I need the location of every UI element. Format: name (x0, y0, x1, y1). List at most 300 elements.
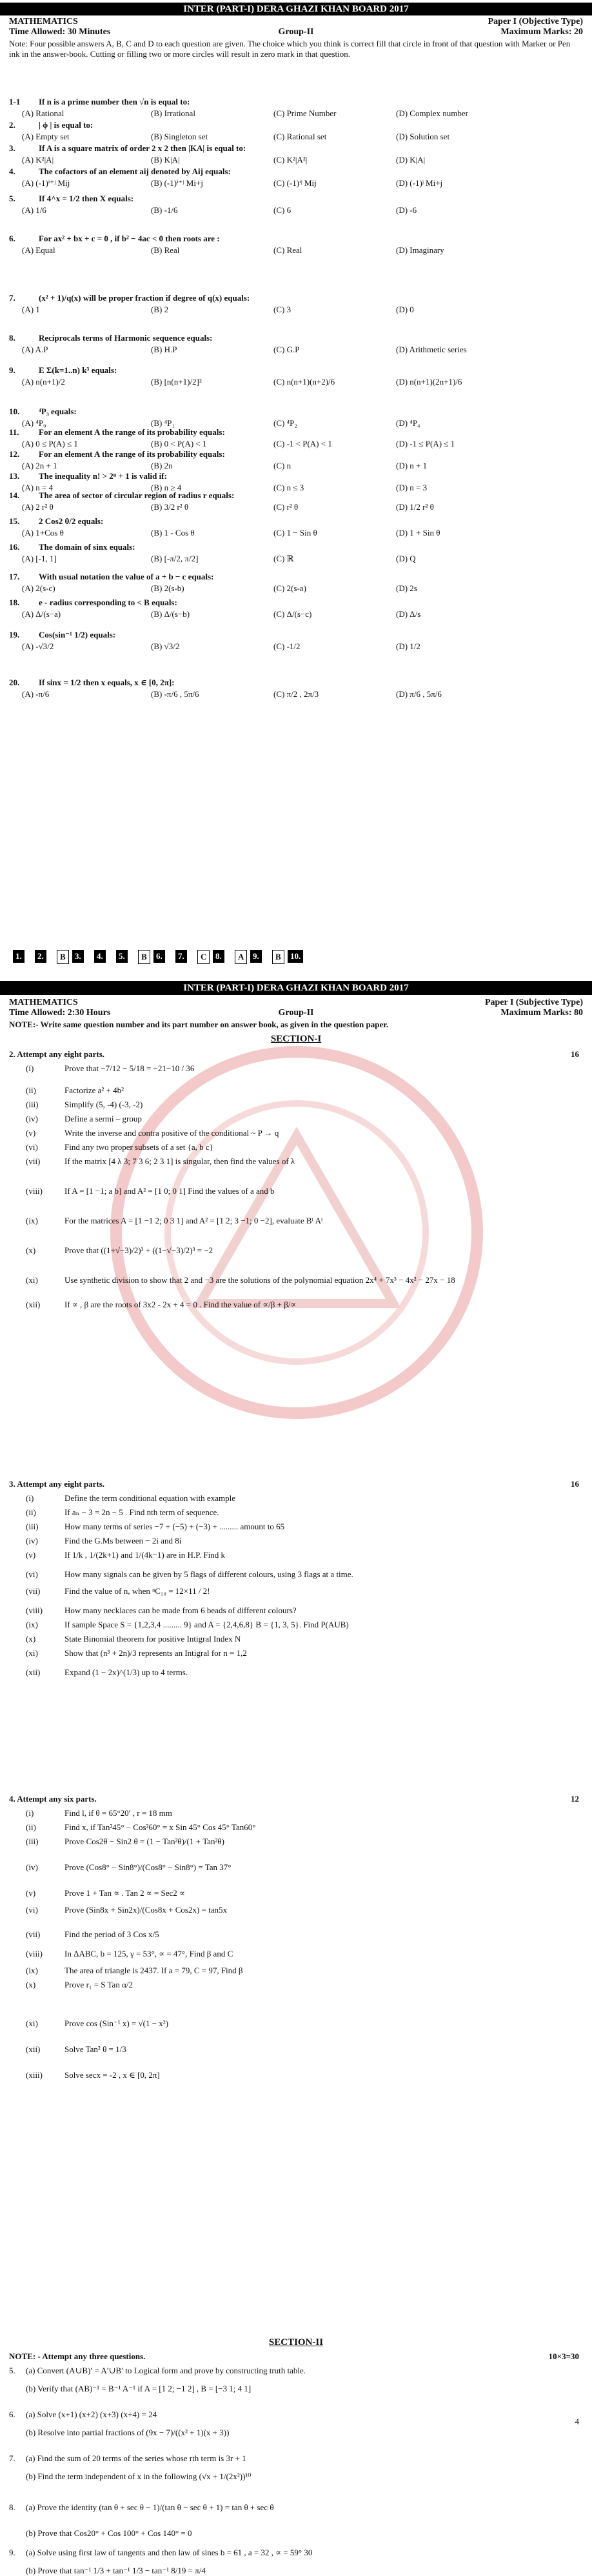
question-text: ⁴P₃ equals: (39, 407, 77, 416)
long-number: 5. (9, 2366, 15, 2375)
mcq-question (9, 572, 583, 582)
part-number: (viii) (26, 1949, 43, 1958)
part-text: Find x, if Tan²45° − Cos²60° = x Sin 45° Cos 45° Tan60° (64, 1822, 256, 1832)
option-b: (B) 2 (151, 305, 169, 314)
part-number: (xii) (26, 1300, 41, 1309)
option-d: (D) 2s (396, 583, 417, 593)
option-b: (B) [n(n+1)/2]² (151, 377, 202, 387)
q3-part (26, 1634, 574, 1644)
option-a: (A) 2 r² θ (22, 502, 54, 512)
part-number: (vi) (26, 1905, 38, 1915)
q3-part (26, 1586, 574, 1596)
mcq-question (9, 97, 583, 107)
option-b: (B) 3/2 r² θ (151, 502, 189, 512)
question-number: 20. (9, 678, 20, 687)
option-d: (D) ⁴P₄ (396, 418, 420, 428)
mcq-options (9, 155, 583, 165)
part-text: If aₙ − 3 = 2n − 5 . Find nth term of sequence. (64, 1507, 219, 1517)
question-number: 5. (9, 194, 15, 203)
q3-part (26, 1522, 574, 1532)
q4-part (26, 2044, 574, 2055)
objective-header-2 (9, 27, 583, 37)
part-text: Prove cos (Sin⁻¹ x) = √(1 − x²) (64, 2018, 169, 2028)
part-number: (ix) (26, 1966, 38, 1975)
q4-marks: 12 (571, 1794, 579, 1804)
long-number: 6. (9, 2410, 15, 2419)
option-c: (C) Prime Number (273, 108, 337, 118)
section-2-note (9, 2351, 583, 2362)
paper-type: Paper I (Objective Type) (488, 17, 583, 26)
part-number: (iv) (26, 1114, 38, 1123)
q2-marks: 16 (571, 1049, 579, 1059)
key-answer: B (272, 950, 284, 964)
option-a: (A) 1+Cos θ (22, 528, 64, 538)
option-c: (C) n(n+1)(n+2)/6 (273, 377, 335, 387)
option-b: (B) √3/2 (151, 641, 180, 651)
mcq-options (9, 609, 583, 619)
option-b: (B) 2(s-b) (151, 583, 184, 593)
q4-part (26, 1822, 574, 1833)
paper-type: Paper I (Subjective Type) (484, 998, 583, 1007)
part-text: In ΔABC, b = 125, γ = 53°, ∝ = 47°, Find β and C (64, 1949, 233, 1958)
part-number: (ii) (26, 1507, 36, 1517)
part-number: (i) (26, 1493, 34, 1503)
part-text: Prove that ((1+√−3)/2)³ + ((1−√−3)/2)³ = −2 (64, 1245, 213, 1255)
mcq-question (9, 365, 583, 376)
option-a: (A) Empty set (22, 132, 70, 141)
key-answer: B (57, 950, 69, 964)
question-number: 13. (9, 471, 20, 481)
question-number: 11. (9, 427, 19, 437)
banner-subjective: INTER (PART-I) DERA GHAZI KHAN BOARD 2017 (0, 981, 592, 995)
part-text: Prove r₁ = S Tan α/2 (64, 1980, 133, 1989)
time-allowed: Time Allowed: 30 Minutes (9, 27, 111, 37)
option-c: (C) ⁴P₂ (273, 418, 297, 428)
part-text: The area of triangle is 2437. If a = 79, C = 97, Find β (64, 1966, 243, 1975)
option-c: (C) n ≤ 3 (273, 483, 304, 492)
key-number: 9. (250, 950, 262, 963)
long-question-part (9, 2384, 577, 2394)
q4-title: 4. Attempt any six parts. (9, 1794, 97, 1804)
question-number: 7. (9, 293, 15, 303)
q3-part (26, 1536, 574, 1546)
part-number: (iv) (26, 1536, 38, 1545)
option-c: (C) π/2 , 2π/3 (273, 689, 319, 699)
subjective-header-1 (9, 998, 583, 1008)
option-d: (D) Complex number (396, 108, 468, 118)
option-a: (A) (-1)ⁱ⁺ʲ Mij (22, 178, 70, 188)
mcq-question (9, 516, 583, 527)
part-text: How many signals can be given by 5 flags of different colours, using 3 flags at a time. (64, 1569, 353, 1579)
mcq-options (9, 583, 583, 594)
q2-part (26, 1085, 574, 1096)
long-question-part (9, 2471, 577, 2482)
long-text: (a) Convert (A∪B)′ = A′∪B′ to Logical form and prove by constructing truth table. (26, 2366, 306, 2375)
part-text: Prove 1 + Tan ∝ . Tan 2 ∝ = Sec2 ∝ (64, 1888, 185, 1898)
question-text: For ax² + bx + c = 0 , if b² − 4ac < 0 then roots are : (39, 234, 220, 243)
key-number: 7. (175, 950, 187, 963)
mcq-options (9, 554, 583, 564)
q4-part (26, 1862, 574, 1873)
part-number: (xii) (26, 2044, 41, 2054)
mcq-question (9, 333, 583, 343)
question-number: 8. (9, 333, 15, 343)
mcq-options (9, 461, 583, 471)
q4-part (26, 1980, 574, 1990)
mcq-options (9, 205, 583, 216)
mcq-question (9, 490, 583, 501)
option-c: (C) Δ/(s−c) (273, 609, 312, 619)
option-d: (D) n = 3 (396, 483, 428, 492)
part-text: How many terms of series −7 + (−5) + (−3) + ......... amount to 65 (64, 1522, 285, 1531)
subject: MATHEMATICS (9, 998, 78, 1007)
question-number: 9. (9, 365, 15, 375)
part-text: Use synthetic division to show that 2 and −3 are the solutions of the polynomial equation 2x⁴ + 7x³ − 4x² − 27x − 18 (64, 1275, 455, 1285)
long-question-part (9, 2528, 577, 2539)
option-b: (B) H.P (151, 345, 177, 354)
option-b: (B) Real (151, 245, 180, 255)
part-number: (vii) (26, 1929, 41, 1939)
q2-part (26, 1063, 574, 1074)
mcq-question (9, 166, 583, 177)
part-text: If 1/k , 1/(2k+1) and 1/(4k−1) are in H.P. Find k (64, 1550, 225, 1560)
mcq-options (9, 108, 583, 119)
option-d: (D) Q (396, 554, 416, 563)
option-d: (D) -1 ≤ P(A) ≤ 1 (396, 439, 455, 448)
key-number: 8. (213, 950, 224, 963)
question-text: If n is a prime number then √n is equal to: (39, 97, 190, 106)
question-number: 12. (9, 449, 20, 459)
option-b: (B) 2n (151, 461, 173, 470)
key-number: 5. (116, 950, 128, 963)
option-d: (D) -6 (396, 205, 417, 215)
option-c: (C) Rational set (273, 132, 327, 141)
key-number: 6. (153, 950, 165, 963)
mcq-options (9, 178, 583, 188)
option-a: (A) 1/6 (22, 205, 46, 215)
option-d: (D) Imaginary (396, 245, 444, 255)
question-text: The domain of sinx equals: (39, 542, 135, 552)
option-c: (C) r² θ (273, 502, 299, 512)
long-text: (b) Verify that (AB)⁻¹ = B⁻¹ A⁻¹ if A = [1 2; −1 2] , B = [−3 1; 4 1] (26, 2384, 252, 2393)
option-d: (D) Solution set (396, 132, 450, 141)
mcq-options (9, 245, 583, 256)
mcq-question (9, 194, 583, 204)
part-text: For the matrices A = [1 −1 2; 0 3 1] and A² = [1 2; 3 −1; 0 −2], evaluate Bᵗ Aᵗ (64, 1216, 323, 1225)
part-text: Find the value of n, when ⁿC₁₀ = 12×11 / 2! (64, 1586, 210, 1596)
question-text: If A is a square matrix of order 2 x 2 then |KA| is equal to: (39, 143, 246, 153)
part-number: (vi) (26, 1569, 38, 1579)
q2-part (26, 1142, 574, 1152)
option-c: (C) (-1)ⁱʲ Mij (273, 178, 317, 188)
option-a: (A) n = 4 (22, 483, 54, 492)
question-number: 10. (9, 407, 20, 416)
option-b: (B) 0 < P(A) < 1 (151, 439, 207, 448)
part-text: If A = [1 −1; a b] and A² = [1 0; 0 1] Find the values of a and b (64, 1186, 275, 1196)
q2-part (26, 1245, 574, 1256)
question-text: E Σ(k=1..n) k³ equals: (39, 365, 117, 375)
part-number: (ix) (26, 1620, 38, 1629)
long-question-part (9, 2410, 577, 2420)
q3-part (26, 1550, 574, 1560)
mcq-question (9, 542, 583, 552)
question-number: 19. (9, 630, 20, 639)
part-text: Solve secx = -2 , x ∈ [0, 2π] (64, 2070, 160, 2080)
section-1-title: SECTION-I (270, 1034, 322, 1044)
option-d: (D) π/6 , 5π/6 (396, 689, 442, 699)
q3-part (26, 1667, 574, 1678)
q3-part (26, 1493, 574, 1504)
option-c: (C) Real (273, 245, 302, 255)
max-marks: Maximum Marks: 80 (500, 1008, 583, 1018)
q2-part (26, 1100, 574, 1110)
option-b: (B) (-1)ⁱ⁺ʲ Mi+j (151, 178, 203, 188)
question-text: With usual notation the value of a + b − c equals: (39, 572, 214, 581)
option-c: (C) G.P (273, 345, 300, 354)
key-number: 1. (13, 950, 25, 963)
option-b: (B) Singleton set (151, 132, 208, 141)
side-mark: 4 (575, 2417, 579, 2426)
option-a: (A) [-1, 1] (22, 554, 57, 563)
mcq-question (9, 630, 583, 640)
part-text: Solve Tan² θ = 1/3 (64, 2044, 126, 2054)
mcq-options (9, 377, 583, 387)
long-number: 9. (9, 2548, 15, 2557)
q4-part (26, 1836, 574, 1847)
option-d: (D) 1/2 r² θ (396, 502, 434, 512)
mcq-options (9, 502, 583, 512)
part-number: (xii) (26, 1667, 41, 1677)
long-question-part (9, 2428, 577, 2438)
question-number: 18. (9, 598, 20, 607)
option-b: (B) n ≥ 4 (151, 483, 182, 492)
question-text: For an element A the range of its probability equals: (39, 449, 225, 459)
option-c: (C) 6 (273, 205, 291, 215)
part-text: Define the term conditional equation with example (64, 1493, 235, 1503)
option-a: (A) 0 ≤ P(A) ≤ 1 (22, 439, 78, 448)
long-text: (a) Prove the identity (tan θ + sec θ − 1)/(tan θ − sec θ + 1) = tan θ + sec θ (26, 2502, 274, 2512)
option-c: (C) -1 < P(A) < 1 (273, 439, 332, 448)
question-number: 16. (9, 542, 20, 552)
part-text: Expand (1 − 2x)^(1/3) up to 4 terms. (64, 1667, 188, 1677)
part-number: (vii) (26, 1156, 41, 1166)
q4-part (26, 1808, 574, 1818)
question-text: Cos(sin⁻¹ 1/2) equals: (39, 630, 116, 639)
part-text: Find the period of 3 Cos x/5 (64, 1929, 159, 1939)
part-text: Prove (Cos8° − Sin8°)/(Cos8° − Sin8°) = Tan 37° (64, 1862, 232, 1872)
section-2-title: SECTION-II (268, 2337, 324, 2348)
question-text: (x² + 1)/q(x) will be proper fraction if degree of q(x) equals: (39, 293, 250, 303)
question-number: 3. (9, 143, 15, 153)
long-text: (a) Find the sum of 20 terms of the series whose rth term is 3r + 1 (26, 2453, 246, 2463)
option-a: (A) Rational (22, 108, 64, 118)
part-text: Simplify (5, -4) (-3, -2) (64, 1100, 143, 1109)
q2-part (26, 1275, 574, 1285)
objective-header-1 (9, 17, 583, 27)
option-a: (A) ⁴P₀ (22, 418, 46, 428)
part-text: Prove (Sin8x + Sin2x)/(Cos8x + Cos2x) = tan5x (64, 1905, 228, 1915)
q4-part (26, 2018, 574, 2029)
option-d: (D) 1/2 (396, 641, 420, 651)
part-text: Factorize a² + 4b² (64, 1085, 124, 1095)
q4-part (26, 1888, 574, 1898)
question-text: The cofactors of an element aij denoted by Aij equals: (39, 166, 231, 176)
part-text: Find the G.Ms between − 2i and 8i (64, 1536, 182, 1545)
part-text: Write the inverse and contra positive of the conditional ~ P → q (64, 1128, 279, 1138)
option-d: (D) n + 1 (396, 461, 428, 470)
long-number: 7. (9, 2453, 15, 2463)
mcq-options (9, 689, 583, 699)
option-d: (D) 1 + Sin θ (396, 528, 440, 538)
group: Group-II (278, 1008, 314, 1018)
question-text: If sinx = 1/2 then x equals, x ∈ [0, 2π]: (39, 678, 175, 687)
q2-title: 2. Attempt any eight parts. (9, 1049, 105, 1059)
long-question-part (9, 2548, 577, 2558)
mcq-question (9, 427, 583, 438)
option-a: (A) n(n+1)/2 (22, 377, 65, 387)
part-number: (ix) (26, 1216, 38, 1225)
part-number: (i) (26, 1808, 34, 1818)
section-2-instruction: NOTE: - Attempt any three questions. (9, 2351, 146, 2361)
mcq-question (9, 293, 583, 303)
question-number: 14. (9, 490, 20, 500)
mcq-question (9, 678, 583, 688)
key-answer: A (235, 950, 247, 964)
option-c: (C) n (273, 461, 291, 470)
q3-part (26, 1507, 574, 1518)
mcq-options (9, 528, 583, 538)
key-number: 4. (94, 950, 106, 963)
long-text: (a) Solve using first law of tangents and then law of sines b = 61 , a = 32 , ∝ = 59° 30 (26, 2548, 313, 2557)
option-d: (D) (-1)ʲ Mi+j (396, 178, 443, 188)
question-number: 17. (9, 572, 20, 581)
mcq-options (9, 305, 583, 315)
part-number: (x) (26, 1980, 36, 1989)
q3-part (26, 1648, 574, 1658)
mcq-question (9, 120, 583, 130)
q4-part (26, 2070, 574, 2080)
option-b: (B) -π/6 , 5π/6 (151, 689, 199, 699)
question-text: 2 Cos2 θ/2 equals: (39, 516, 104, 526)
mcq-question (9, 449, 583, 459)
long-text: (b) Find the term independent of x in the following (√x + 1/(2x²))¹⁰ (26, 2471, 252, 2481)
option-a: (A) A.P (22, 345, 48, 354)
q3-part (26, 1620, 574, 1630)
banner-objective: INTER (PART-I) DERA GHAZI KHAN BOARD 2017 (0, 3, 592, 15)
part-number: (ii) (26, 1085, 36, 1095)
long-question-part (9, 2502, 577, 2513)
part-number: (xiii) (26, 2070, 43, 2080)
option-c: (C) 1 − Sin θ (273, 528, 317, 538)
question-number: 1-1 (9, 97, 21, 106)
option-d: (D) 0 (396, 305, 414, 314)
part-number: (xi) (26, 2018, 38, 2028)
q4-part (26, 1929, 574, 1940)
question-text: For an element A the range of its probability equals: (39, 427, 225, 437)
q3-part (26, 1569, 574, 1580)
option-d: (D) Δ/s (396, 609, 421, 619)
option-a: (A) Equal (22, 245, 55, 255)
question-number: 2. (9, 120, 15, 130)
question-number: 6. (9, 234, 15, 243)
part-number: (xi) (26, 1275, 38, 1285)
mcq-options (9, 641, 583, 652)
key-number: 10. (288, 950, 303, 963)
q2-part (26, 1216, 574, 1226)
key-number: 2. (35, 950, 46, 963)
question-text: The inequality n! > 2ⁿ + 1 is valid if: (39, 471, 167, 481)
option-d: (D) K|A| (396, 155, 426, 165)
option-b: (B) K|A| (151, 155, 180, 165)
long-text: (b) Resolve into partial fractions of (9x − 7)/((x² + 1)(x + 3)) (26, 2428, 230, 2437)
q2-part (26, 1186, 574, 1196)
mcq-question (9, 598, 583, 608)
mcq-options (9, 345, 583, 355)
option-c: (C) 2(s-a) (273, 583, 306, 593)
option-a: (A) K²|A| (22, 155, 54, 165)
long-text: (a) Solve (x+1) (x+2) (x+3) (x+4) = 24 (26, 2410, 157, 2419)
part-number: (vii) (26, 1586, 41, 1596)
part-number: (viii) (26, 1605, 43, 1615)
part-number: (v) (26, 1550, 36, 1560)
part-number: (x) (26, 1634, 36, 1644)
option-a: (A) 2n + 1 (22, 461, 57, 470)
part-number: (iii) (26, 1100, 39, 1109)
part-number: (i) (26, 1063, 34, 1073)
question-text: e - radius corresponding to < B equals: (39, 598, 177, 607)
part-text: Find l, if θ = 65°20′ , r = 18 mm (64, 1808, 172, 1818)
q2-part (26, 1114, 574, 1124)
mcq-question (9, 143, 583, 154)
option-b: (B) 1 - Cos θ (151, 528, 195, 538)
option-c: (C) ℝ (273, 554, 294, 563)
option-b: (B) Δ/(s−b) (151, 609, 190, 619)
q3-part (26, 1605, 574, 1616)
part-text: Show that (n³ + 2n)/3 represents an Intigral for n = 1,2 (64, 1648, 247, 1658)
q3-title: 3. Attempt any eight parts. (9, 1479, 105, 1489)
q2-part (26, 1156, 574, 1167)
mcq-question (9, 471, 583, 481)
part-text: Prove Cos2θ − Sin2 θ = (1 − Tan²θ)/(1 + Tan²θ) (64, 1836, 224, 1846)
part-number: (xi) (26, 1648, 38, 1658)
option-d: (D) n(n+1)(2n+1)/6 (396, 377, 462, 387)
subject: MATHEMATICS (9, 17, 78, 26)
q4-part (26, 1966, 574, 1976)
q2-part (26, 1300, 574, 1310)
part-text: If ∝ , β are the roots of 3x2 - 2x + 4 = 0 . Find the value of ∝/β + β/∝ (64, 1300, 297, 1309)
section-2-marks: 10×3=30 (548, 2351, 579, 2361)
part-text: State Binomial theorem for positive Intigral Index N (64, 1634, 241, 1644)
option-c: (C) 3 (273, 305, 291, 314)
question-number: 4. (9, 166, 15, 176)
question-number: 15. (9, 516, 20, 526)
part-text: If sample Space S = {1,2,3,4 ......... 9} and A = {2,4,6,8} B = {1, 3, 5}. Find P(AUB) (64, 1620, 349, 1629)
part-text: If the matrix [4 λ 3; 7 3 6; 2 3 1] is singular, then find the values of λ (64, 1156, 295, 1166)
objective-note: Note: Four possible answers A, B, C and D to each question are given. The choice which you think is correct fill that circle in front of that question with Marker or Pen ink in the answer-book. Cutting or filling two or more circles will result in zero mark in that question. (9, 39, 571, 59)
mcq-options (9, 132, 583, 142)
option-a: (A) 1 (22, 305, 40, 314)
max-marks: Maximum Marks: 20 (500, 27, 583, 37)
mcq-question (9, 234, 583, 244)
group: Group-II (278, 27, 314, 37)
long-question-part (9, 2453, 577, 2464)
part-text: Prove that −7/12 − 5/18 = −21−10 / 36 (64, 1063, 195, 1073)
subjective-header-2 (9, 1008, 583, 1018)
option-a: (A) -π/6 (22, 689, 50, 699)
option-c: (C) -1/2 (273, 641, 301, 651)
option-b: (B) Irrational (151, 108, 195, 118)
q2-part (26, 1128, 574, 1138)
